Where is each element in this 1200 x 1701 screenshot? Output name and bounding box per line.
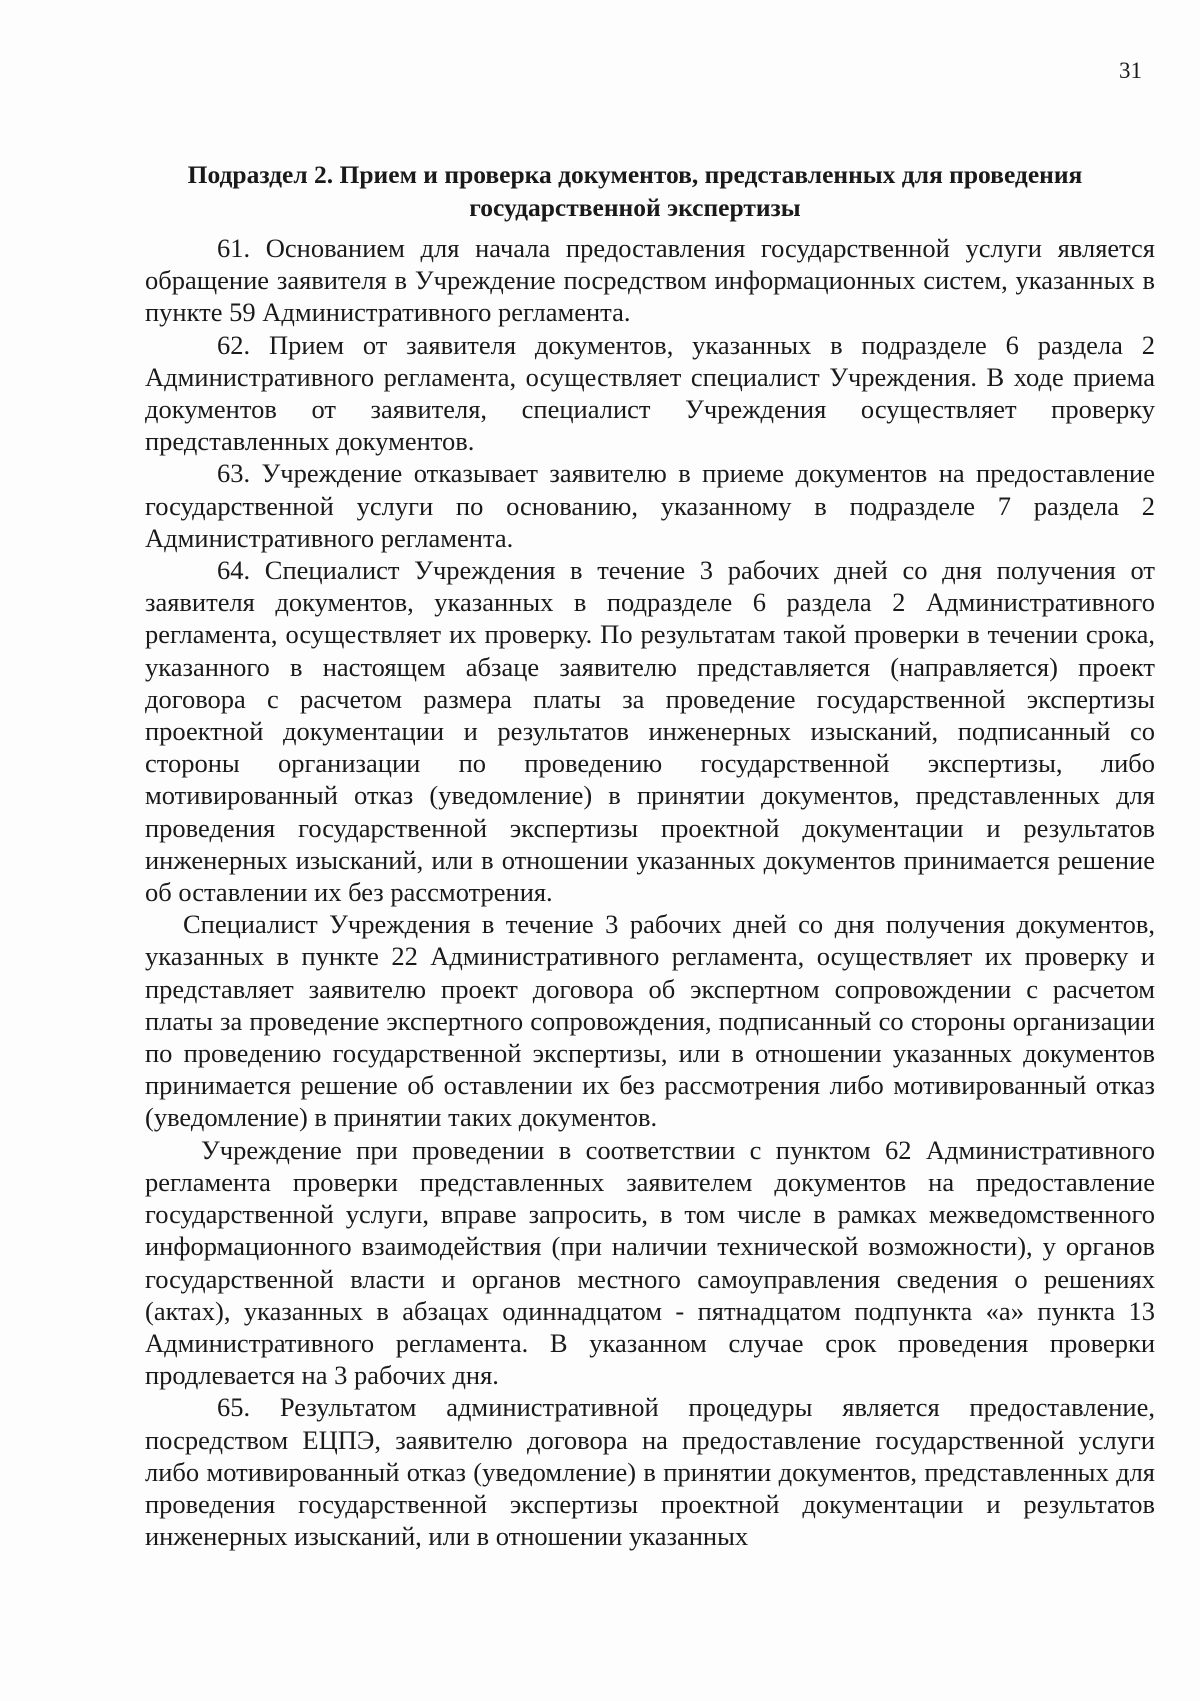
paragraph-62: 62. Прием от заявителя документов, указанных в подразделе 6 раздела 2 Административного регламента, осуществляет специалист Учреждения. В ходе приема документов от заявителя, специалист Учреждения осуществляет проверку представленных документов. [145,329,1155,457]
paragraph-64-interagency-request: Учреждение при проведении в соответствии с пунктом 62 Административного регламента проверки представленных заявителем документов на предоставление государственной услуги, вправе запросить, в том числе в рамках межведомственного информационного взаимодействия (при наличии технической возможности), у органов государственной власти и органов местного самоуправления сведения о решениях (актах), указанных в абзацах одиннадцатом - пятнадцатом подпункта «а» пункта 13 Административного регламента. В указанном случае срок проведения проверки продлевается на 3 рабочих дня. [145,1134,1155,1391]
subsection-heading: Подраздел 2. Прием и проверка документов, представленных для проведения государственной экспертизы [187,160,1083,222]
paragraph-64-expert-support: Специалист Учреждения в течение 3 рабочих дней со дня получения документов, указанных в пункте 22 Административного регламента, осуществляет их проверку и представляет заявителю проект договора об экспертном сопровождении с расчетом платы за проведение экспертного сопровождения, подписанный со стороны организации по проведению государственной экспертизы, или в отношении указанных документов принимается решение об оставлении их без рассмотрения либо мотивированный отказ (уведомление) в принятии таких документов. [145,909,1155,1133]
paragraph-64: 64. Специалист Учреждения в течение 3 рабочих дней со дня получения от заявителя документов, указанных в подразделе 6 раздела 2 Административного регламента, осуществляет их проверку. По результатам такой проверки в течении срока, указанного в настоящем абзаце заявителю представляется (направляется) проект договора с расчетом размера платы за проведение государственной экспертизы проектной документации и результатов инженерных изысканий, подписанный со стороны организации по проведению государственной экспертизы, либо мотивированный отказ (уведомление) в принятии документов, представленных для проведения государственной экспертизы проектной документации и результатов инженерных изысканий, или в отношении указанных документов принимается решение об оставлении их без рассмотрения. [145,555,1155,908]
paragraph-61: 61. Основанием для начала предоставления государственной услуги является обращение заявителя в Учреждение посредством информационных систем, указанных в пункте 59 Административного регламента. [145,233,1155,328]
page-number: 31 [1119,58,1142,83]
paragraph-65: 65. Результатом административной процедуры является предоставление, посредством ЕЦПЭ, заявителю договора на предоставление государственной услуги либо мотивированный отказ (уведомление) в принятии документов, представленных для проведения государственной экспертизы проектной документации и результатов инженерных изысканий, или в отношении указанных [145,1392,1155,1552]
body-text [145,232,1155,1552]
paragraph-63: 63. Учреждение отказывает заявителю в приеме документов на предоставление государственной услуги по основанию, указанному в подразделе 7 раздела 2 Административного регламента. [145,458,1155,553]
